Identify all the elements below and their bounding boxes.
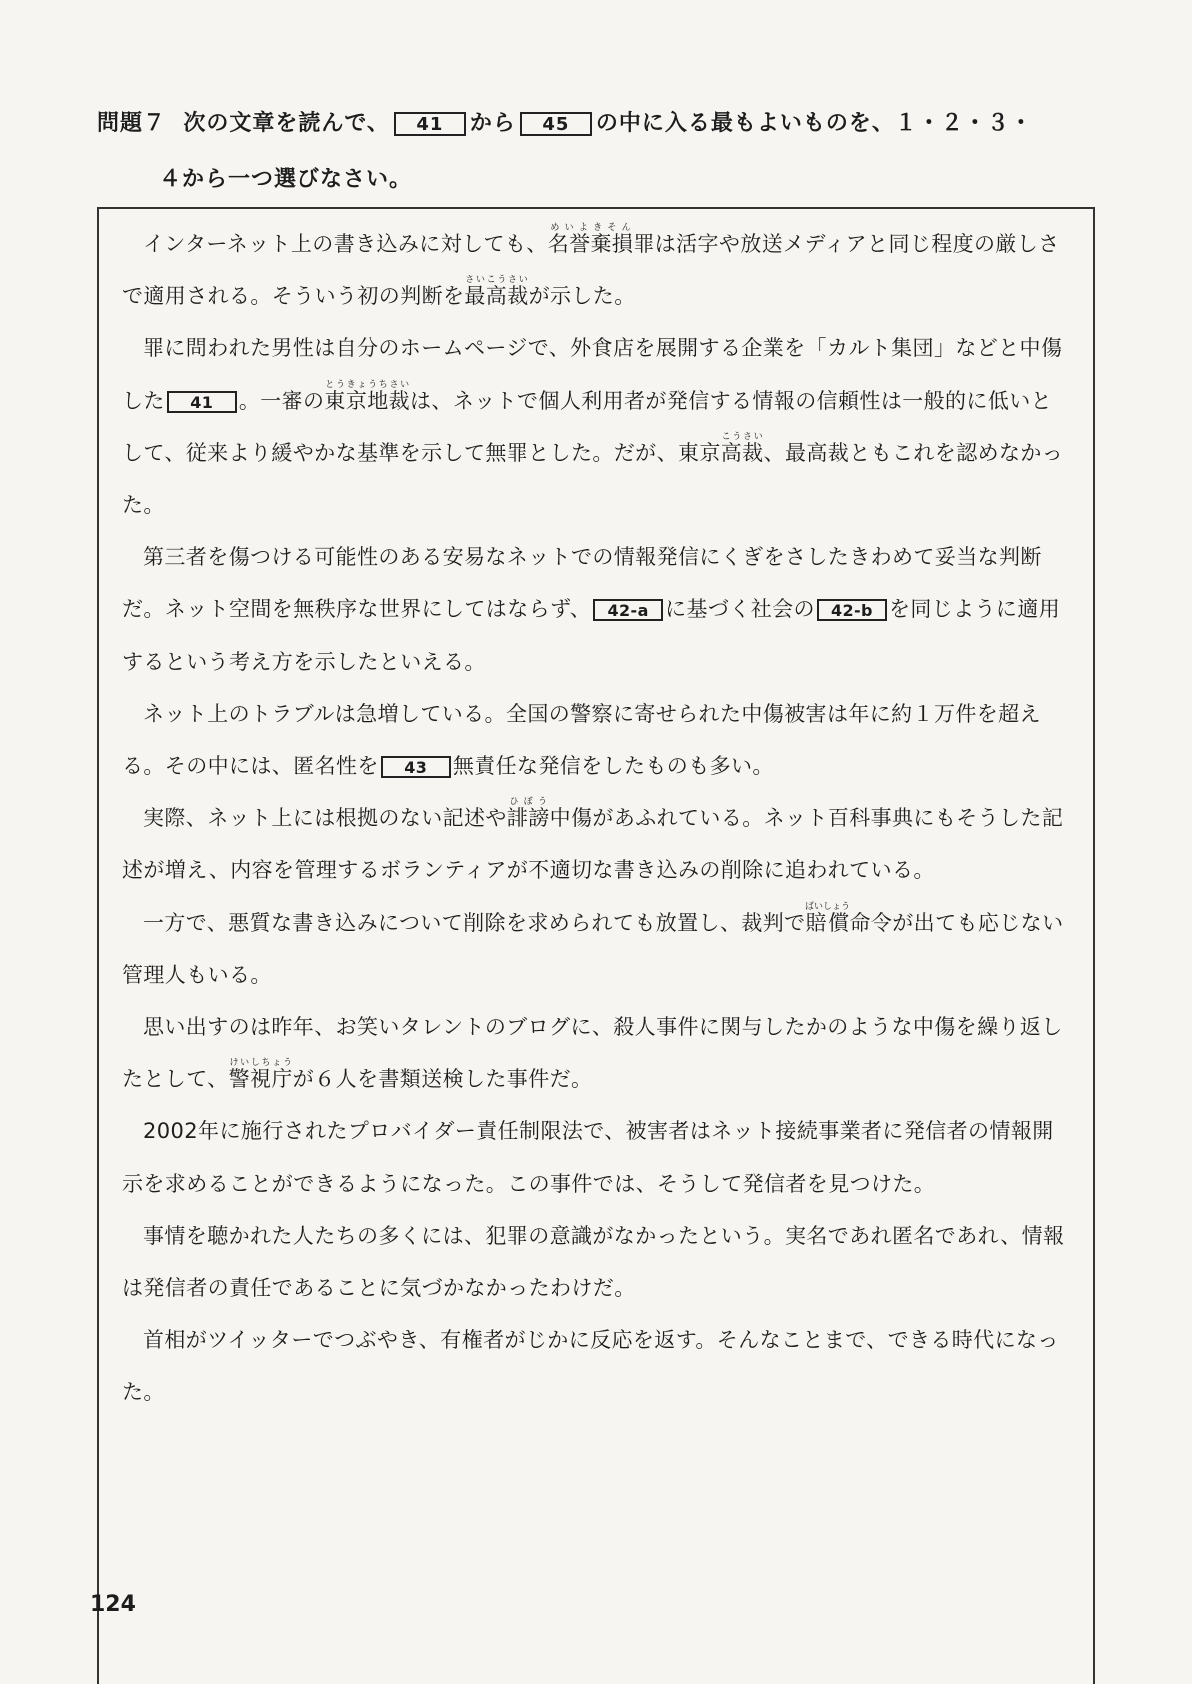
question-box-45: 45 [520,112,592,136]
p7-b: が６人を書類送検した事件だ。 [292,1067,593,1092]
p2-b: 。一審の [238,388,325,413]
paragraph-6 [122,897,1072,1001]
ruby-kosai-reading: こうさい [720,431,764,442]
paragraph-1 [122,218,1072,322]
p6-a: 一方で、悪質な書き込みについて削除を求められても放置し、裁判で [143,910,806,935]
question-text-post: の中に入る最もよいものを、１・２・３・ [595,111,1033,136]
paragraph-5 [122,792,1072,896]
ruby-baisho-reading: ばいしょう [805,901,851,912]
question-instruction [97,96,1117,208]
ruby-baisho [805,901,851,935]
ruby-chisai-base: 東京地裁 [324,388,411,413]
paragraph-2 [122,322,1072,531]
ruby-hibo-reading: ひぼう [506,797,550,808]
ruby-meiyo [547,223,634,256]
ruby-keishicho [228,1058,293,1092]
question-text-pre: 次の文章を読んで、 [183,111,390,136]
p5-b: 中傷があふれている。ネット百科事典にもそうした記述が増え、内容を管理するボランティアが不適切な書き込みの削除に追われている。 [122,806,1064,883]
ruby-kosai [720,431,764,465]
ruby-baisho-base: 賠償 [805,910,851,935]
p2-d: 、最高裁ともこれを認めなかった。 [122,440,1064,518]
ruby-kosai-base: 高裁 [720,440,764,465]
p5-a: 実際、ネット上には根拠のない記述や [143,806,507,831]
ruby-saikosai [464,275,529,309]
question-box-41: 41 [394,112,466,136]
question-text-mid: から [469,111,516,136]
ruby-keishicho-base: 警視庁 [228,1067,293,1092]
p1-c: が示した。 [528,284,636,309]
page-number: 124 [90,1592,136,1617]
p3-c: を同じように適用するという考え方を示したといえる。 [122,597,1061,674]
paragraph-9: 事情を聴かれた人たちの多くには、犯罪の意識がなかったという。実名であれ匿名であれ、情報は発信者の責任であることに気づかなかったわけだ。 [122,1223,1065,1301]
ruby-chisai-reading: とうきょうちさい [324,379,411,390]
p2-c: は、ネットで個人利用者が発信する情報の信頼性は一般的に低いとして、従来より緩やかな基準を示して無罪とした。だが、東京 [122,388,1053,465]
paragraph-7 [122,1001,1072,1105]
blank-41: 41 [167,391,237,413]
question-line-2: ４から一つ選びなさい。 [159,167,413,192]
paragraph-10: 首相がツイッターでつぶやき、有権者がじかに反応を返す。そんなことまで、できる時代になった。 [122,1328,1059,1405]
ruby-saikosai-reading: さいこうさい [464,275,529,286]
ruby-keishicho-reading: けいしちょう [228,1058,293,1069]
paragraph-8: 2002年に施行されたプロバイダー責任制限法で、被害者はネット接続事業者に発信者の情報開示を求めることができるようになった。この事件では、そうして発信者を見つけた。 [122,1119,1054,1196]
p4-b: 無責任な発信をしたものも多い。 [452,754,774,779]
p1-b: 罪は活字や放送メディアと同じ程度の厳しさで適用される。そういう初の判断を [122,232,1060,309]
question-label: 問題７ [97,111,167,136]
paragraph-3 [122,531,1072,688]
ruby-meiyo-base: 名誉棄損 [547,232,634,256]
ruby-meiyo-reading: めいよきそん [547,223,634,233]
p1-a: インターネット上の書き込みに対しても、 [143,232,548,256]
paragraph-4 [122,688,1072,792]
p7-a: 思い出すのは昨年、お笑いタレントのブログに、殺人事件に関与したかのような中傷を繰り返したとして、 [122,1015,1063,1092]
p2-a: 罪に問われた男性は自分のホームページで、外食店を展開する企業を「カルト集団」などと中傷した [122,336,1063,413]
blank-42-b: 42-b [817,599,887,621]
p3-a: 第三者を傷つける可能性のある安易なネットでの情報発信にくぎをさしたきわめて妥当な判断だ。ネット空間を無秩序な世界にしてはならず、 [122,545,1042,622]
p3-b: に基づく社会の [665,597,815,622]
question-line-1 [97,96,1117,152]
ruby-hibo-base: 誹謗 [506,806,550,831]
blank-42-a: 42-a [593,599,663,621]
ruby-hibo [506,797,550,831]
ruby-chisai [324,379,411,413]
passage [122,218,1072,1419]
p6-b: 命令が出ても応じない管理人もいる。 [122,910,1064,987]
ruby-saikosai-base: 最高裁 [464,284,529,309]
blank-43: 43 [381,756,451,778]
p4-a: ネット上のトラブルは急増している。全国の警察に寄せられた中傷被害は年に約１万件を超える。その中には、匿名性を [122,701,1041,779]
